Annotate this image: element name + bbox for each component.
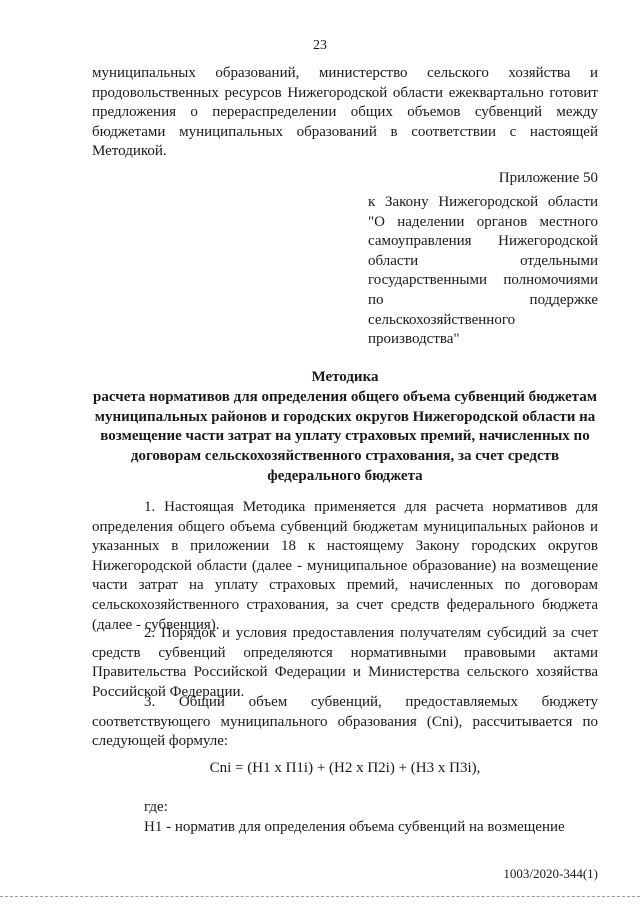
definition-h1: H1 - норматив для определения объема субвенций на возмещение xyxy=(144,819,565,835)
page-number: 23 xyxy=(313,38,327,53)
appendix-title: Приложение 50 xyxy=(498,170,598,186)
appendix-body: к Закону Нижегородской области "О наделении органов местного самоуправления Нижегородской области отдельными государственными полномочиями по поддержке сельскохозяйственного производства" xyxy=(368,194,598,348)
bottom-scan-rule xyxy=(0,896,640,897)
where-label: где: xyxy=(144,799,168,815)
clause-2: 2. Порядок и условия предоставления получателям субсидий за счет средств субвенций определяются нормативными правовыми актами Правительства Российской Федерации и Министерства сельского хозяйства Российской Федерации. xyxy=(92,625,598,700)
document-title-heading: Методика xyxy=(311,369,379,385)
clause-1: 1. Настоящая Методика применяется для расчета нормативов для определения общего объема субвенций бюджетам муниципальных районов и указанных в приложении 18 к настоящему Закону городских округов Нижегородской области (далее - муниципальное образование) на возмещение части затрат на уплату страховых премий, начисленных по договорам сельскохозяйственного страхования, за счет средств федерального бюджета (далее - субвенция). xyxy=(92,499,598,633)
formula: Cni = (H1 x П1i) + (H2 x П2i) + (H3 x П3i), xyxy=(209,760,481,776)
footer-code: 1003/2020-344(1) xyxy=(503,866,598,881)
document-title xyxy=(92,368,598,487)
intro-paragraph: муниципальных образований, министерство сельского хозяйства и продовольственных ресурсов Нижегородской области ежеквартально готовит предложения о перераспределении общих объемов субвенций между бюджетами муниципальных образований в соответствии с настоящей Методикой. xyxy=(92,65,598,160)
document-title-subtitle: расчета нормативов для определения общего объема субвенций бюджетам муниципальных районов и городских округов Нижегородской области на возмещение части затрат на уплату страховых премий, начисленных по договорам сельскохозяйственного страхования, за счет средств федерального бюджета xyxy=(93,388,597,484)
clause-3: 3. Общий объем субвенций, предоставляемых бюджету соответствующего муниципального образования (Cni), рассчитывается по следующей формуле: xyxy=(92,694,598,750)
